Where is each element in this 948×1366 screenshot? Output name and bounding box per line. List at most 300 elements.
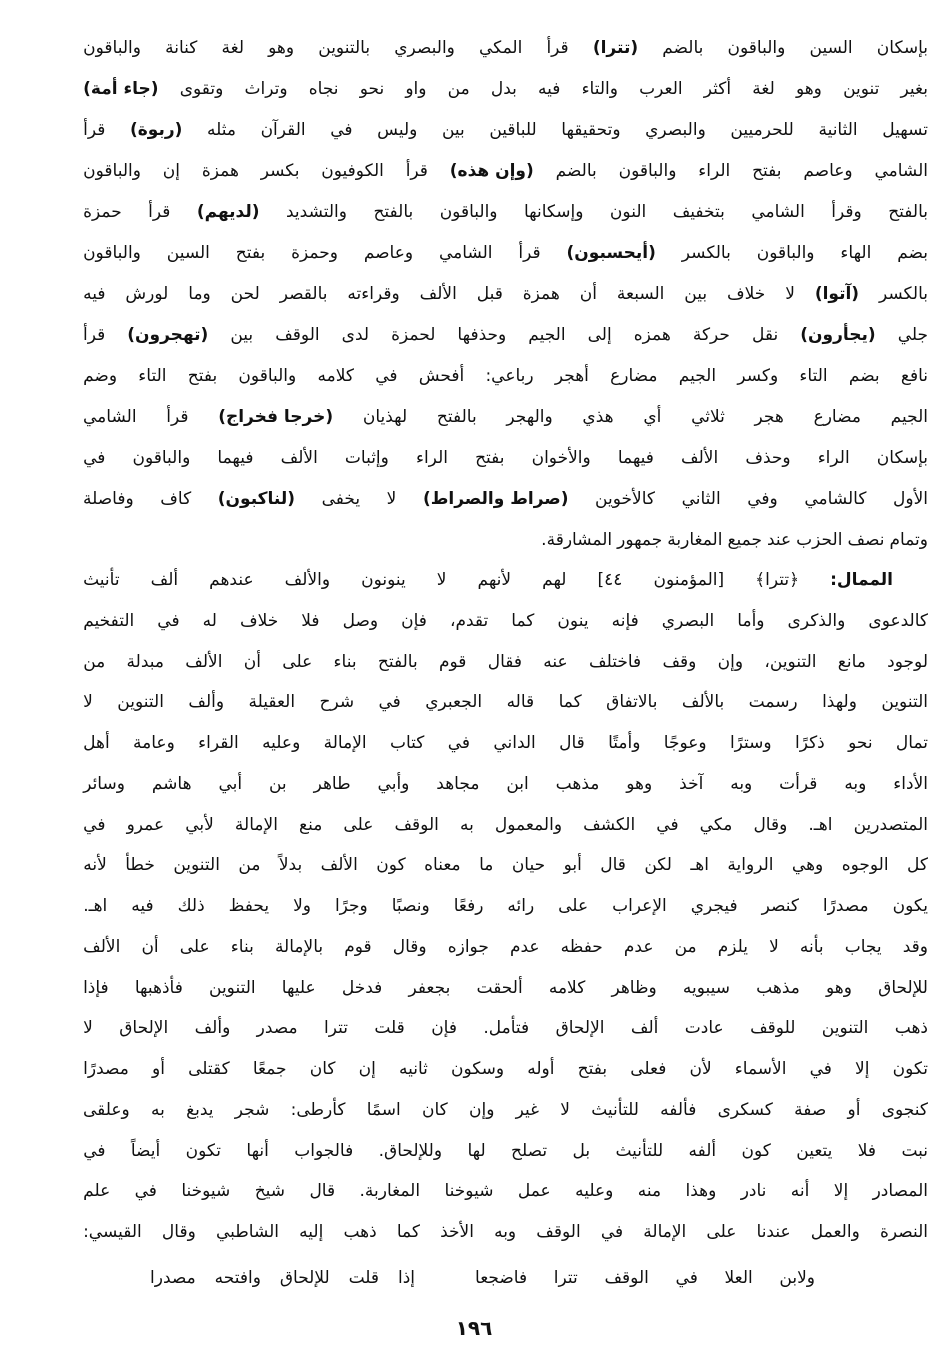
- text-line: [83, 1136, 928, 1166]
- word: تكون: [892, 1059, 928, 1079]
- word: بالاتفاق: [606, 692, 658, 713]
- word: المكي: [479, 38, 523, 58]
- word: السين: [166, 243, 210, 263]
- word: نبت: [901, 1140, 928, 1161]
- word: بإسكان: [876, 448, 928, 468]
- word: كقتلى: [188, 1059, 230, 1079]
- text-line: [83, 850, 928, 880]
- word: على: [706, 1222, 737, 1242]
- word: على: [343, 814, 374, 835]
- word: كأرطى:: [290, 1099, 346, 1120]
- word: قوم: [438, 651, 467, 672]
- word: لا: [785, 284, 795, 304]
- word: بفتح: [235, 243, 266, 263]
- word: عدم: [509, 936, 540, 957]
- word: بالتنوين: [318, 38, 371, 58]
- word: وقراءته: [347, 284, 400, 304]
- word: من: [83, 651, 106, 672]
- word: وتحقيقها: [561, 120, 621, 140]
- word: مذهب: [756, 977, 800, 998]
- text-line: [83, 810, 928, 840]
- word: بن: [268, 773, 287, 794]
- word: فلا: [301, 610, 320, 631]
- word: كما: [558, 692, 582, 713]
- word: له: [202, 610, 217, 631]
- word: والبصري: [394, 38, 455, 58]
- word: تكون: [185, 1140, 222, 1161]
- word: العقيلة: [248, 692, 296, 713]
- word: لأنه: [83, 855, 107, 876]
- word: الألف: [83, 936, 121, 957]
- word: اهـ.: [83, 896, 108, 916]
- word: بتخفيف: [672, 202, 725, 222]
- highlighted-word: (لناكبون): [217, 489, 296, 509]
- word: وألف: [188, 692, 225, 713]
- verse-word: في: [675, 1268, 698, 1288]
- word: ولا: [293, 896, 311, 916]
- word: أهل: [83, 733, 110, 753]
- word: الوقف: [536, 1222, 581, 1242]
- word: ٤٤]: [597, 570, 623, 590]
- word: تمال: [895, 733, 928, 753]
- word: وليس: [377, 120, 418, 140]
- word: مذهب: [555, 773, 600, 794]
- word: وهو: [626, 773, 653, 794]
- text-line: [83, 687, 928, 717]
- word: أبو: [563, 855, 582, 876]
- word: وقال: [161, 1222, 196, 1242]
- word: فيه: [131, 896, 154, 916]
- word: جمهور: [617, 530, 663, 550]
- text-line: [83, 728, 928, 758]
- word: قال: [600, 855, 626, 876]
- word: المغاربة.: [359, 1181, 421, 1202]
- word: من: [238, 855, 261, 876]
- word: كان: [309, 1059, 336, 1079]
- highlighted-word: (لديهم): [196, 202, 260, 222]
- word: والعمل: [810, 1222, 860, 1242]
- word: كالأخوين: [595, 489, 655, 509]
- word: بالقصر: [279, 284, 328, 304]
- word: والباقون: [238, 366, 297, 386]
- word: لأنهم: [477, 570, 512, 590]
- word: ألف: [630, 1018, 659, 1039]
- word: مضارع: [610, 366, 658, 386]
- word: والأخوان: [531, 448, 591, 468]
- word: لأبي: [185, 814, 214, 835]
- word: الشامي: [438, 243, 493, 263]
- word: بالإمالة: [274, 936, 324, 957]
- word: الرواية: [727, 855, 774, 876]
- word: أبي: [218, 773, 243, 794]
- word: في: [157, 610, 180, 631]
- word: جوازه: [447, 936, 489, 957]
- word: في: [600, 1222, 624, 1242]
- word: يكون: [892, 896, 928, 916]
- word: حركة: [692, 325, 730, 345]
- word: كتاب: [389, 733, 425, 753]
- verse-word: للإلحاق: [279, 1268, 330, 1288]
- word: أوله: [527, 1059, 555, 1079]
- word: وما: [188, 284, 211, 304]
- word: وسكون: [451, 1059, 505, 1079]
- word: وكسر: [737, 366, 779, 386]
- word: الإمالة: [323, 733, 367, 753]
- word: والذكرى: [787, 610, 846, 631]
- text-line: [83, 973, 928, 1003]
- word: الوقف: [394, 814, 439, 835]
- word: لأن: [689, 1059, 712, 1079]
- word: الكوفيون: [321, 161, 384, 181]
- verse-first-hemistich: [475, 1263, 815, 1293]
- word: الهاء: [840, 243, 872, 263]
- word: حمزة: [83, 202, 122, 222]
- word: وألف: [194, 1018, 231, 1039]
- word: بين: [441, 120, 465, 140]
- word: البصري: [661, 610, 715, 631]
- word: التنوين: [117, 692, 164, 713]
- word: وعلقى: [83, 1099, 130, 1120]
- word: معناه: [424, 855, 461, 876]
- word: والبصري: [645, 120, 706, 140]
- word: يلزم: [717, 936, 748, 957]
- word: والباقون: [756, 243, 815, 263]
- word: الأداء: [893, 773, 928, 794]
- word: المصادر: [872, 1181, 928, 1202]
- word: الألف: [280, 448, 318, 468]
- word: جمعًا: [252, 1059, 287, 1079]
- word: التنوين: [881, 692, 928, 713]
- word: وفي: [747, 489, 778, 509]
- word: كاف: [160, 489, 192, 509]
- text-line: [83, 33, 928, 63]
- text-line: [83, 443, 928, 473]
- word: مجاهد: [436, 773, 480, 794]
- word: لغة: [221, 38, 244, 58]
- word: وقال: [753, 814, 788, 835]
- word: كان: [421, 1099, 448, 1120]
- word: والهجر: [506, 407, 553, 427]
- verse-word: العلا: [724, 1268, 753, 1288]
- text-line: [83, 606, 928, 636]
- word: كلامه: [317, 366, 354, 386]
- word: والباقون: [83, 243, 141, 263]
- word: الحزب: [796, 530, 843, 550]
- word: عندنا: [756, 1222, 791, 1242]
- word: فلا: [857, 1140, 877, 1161]
- word: وقف: [662, 651, 697, 672]
- word: إن: [358, 1059, 376, 1079]
- word: وهو: [795, 79, 822, 99]
- word: بفتح: [475, 448, 505, 468]
- word: هجر: [754, 407, 784, 427]
- word: لورش: [125, 284, 169, 304]
- text-line: [83, 484, 928, 514]
- word: قبل: [476, 284, 503, 304]
- text-line: [83, 525, 928, 555]
- word: فيه: [83, 284, 106, 304]
- highlighted-word: (جاء أمة): [83, 79, 159, 99]
- word: بغير: [900, 79, 928, 99]
- word: مصدرًا: [83, 1059, 129, 1079]
- word: مبدلة: [126, 651, 164, 672]
- word: الوقف: [275, 325, 320, 345]
- word: لغة: [752, 79, 775, 99]
- word: وتراث: [244, 79, 288, 99]
- text-line: [83, 320, 928, 350]
- word: والباقون: [83, 161, 141, 181]
- word: شيوخنا: [444, 1181, 494, 1202]
- word: همزة: [201, 161, 239, 181]
- text-line: [83, 361, 928, 391]
- word: مصدرًا: [822, 896, 869, 916]
- word: وقرأ: [831, 202, 862, 222]
- word: وعاصم: [803, 161, 853, 181]
- word: ذهب: [343, 1222, 377, 1242]
- word: وأبي: [377, 773, 410, 794]
- word: نصف: [847, 530, 885, 550]
- word: شيخ: [254, 1181, 286, 1202]
- word: فيجري: [690, 896, 738, 916]
- word: والباقون: [439, 202, 498, 222]
- word: أن: [579, 284, 597, 304]
- word: للتأنيث: [615, 1140, 664, 1161]
- word: من: [447, 79, 470, 99]
- text-line: [83, 402, 928, 432]
- word: في: [330, 120, 353, 140]
- word: الداني: [493, 733, 536, 753]
- word: كالدعوى: [868, 610, 928, 631]
- word: به: [459, 814, 474, 835]
- word: خلاف: [239, 610, 279, 631]
- word: وتقوى: [179, 79, 224, 99]
- word: كل: [907, 855, 928, 876]
- word: مانع: [837, 651, 866, 672]
- page-number: ١٩٦: [455, 1316, 493, 1340]
- highlighted-word: الممال:: [830, 570, 893, 590]
- word: وبه: [730, 773, 753, 794]
- word: المتصدرين: [853, 814, 928, 835]
- word: جلي: [897, 325, 928, 345]
- text-line: [83, 279, 928, 309]
- word: أو: [152, 1059, 165, 1079]
- word: المشارقة.: [541, 530, 613, 550]
- word: قرأت: [779, 773, 818, 794]
- word: واو: [405, 79, 427, 99]
- word: اهـ.: [808, 814, 833, 835]
- verse-word: إذا: [397, 1268, 415, 1288]
- word: بدلاً: [278, 855, 303, 876]
- word: مثله: [206, 120, 236, 140]
- word: ثانيه: [398, 1059, 428, 1079]
- word: في: [809, 1059, 832, 1079]
- word: القراء: [198, 733, 239, 753]
- word: أكثر: [703, 79, 732, 99]
- word: الإعراب: [612, 896, 667, 916]
- word: فإن: [431, 1018, 457, 1039]
- word: فإذا: [83, 977, 109, 998]
- word: قرأ: [518, 243, 541, 263]
- word: قرأ: [405, 161, 428, 181]
- word: وبه: [494, 1222, 517, 1242]
- word: فدخل: [341, 977, 383, 998]
- text-line: [83, 1176, 928, 1206]
- word: في: [375, 366, 398, 386]
- verse-word: ولابن: [779, 1268, 815, 1288]
- highlighted-word: (صراط والصراط): [422, 489, 569, 509]
- word: تنوين: [843, 79, 880, 99]
- word: منه: [637, 1181, 662, 1202]
- word: قرأ: [83, 120, 106, 140]
- word: ولهذا: [822, 692, 857, 713]
- word: الشامي: [83, 407, 137, 427]
- word: والباقون: [618, 161, 677, 181]
- word: وأما: [737, 610, 765, 631]
- word: في: [378, 692, 401, 713]
- word: فعلى: [630, 1059, 667, 1079]
- word: عادت: [684, 1018, 724, 1039]
- word: أيضاً: [130, 1140, 161, 1161]
- word: فيهما: [617, 448, 654, 468]
- word: للتأنيث: [591, 1099, 639, 1120]
- word: وعليه: [262, 733, 301, 753]
- word: بالفتح: [436, 407, 477, 427]
- word: ينون: [557, 610, 589, 631]
- word: بالفتح: [373, 202, 414, 222]
- word: الأسماء: [734, 1059, 787, 1079]
- word: كنانة: [165, 38, 198, 58]
- word: لا: [83, 1018, 93, 1039]
- word: كما: [511, 610, 535, 631]
- word: بالفتح: [888, 202, 928, 222]
- word: فتأمل.: [483, 1018, 530, 1039]
- word: نافع: [900, 366, 928, 386]
- word: الشاطبي: [215, 1222, 280, 1242]
- word: والباقون: [83, 38, 141, 58]
- word: بناء: [333, 651, 357, 672]
- word: أن: [141, 936, 159, 957]
- word: وعاصم: [363, 243, 414, 263]
- word: عند: [766, 530, 792, 550]
- word: تأنيث: [83, 570, 120, 590]
- word: قال: [559, 733, 585, 753]
- highlighted-word: (ربوة): [129, 120, 183, 140]
- verse-word: قلت: [348, 1268, 380, 1288]
- word: ينونون: [361, 570, 406, 590]
- word: نجاه: [308, 79, 339, 99]
- word: شجر: [234, 1099, 270, 1120]
- word: ذهب: [894, 1018, 928, 1039]
- word: وقد: [902, 936, 928, 957]
- word: هذي: [582, 407, 614, 427]
- word: آخذ: [679, 773, 704, 794]
- word: في: [656, 814, 679, 835]
- word: المغاربة: [667, 530, 723, 550]
- word: خطأ: [125, 855, 155, 876]
- word: قوم: [344, 936, 372, 957]
- word: يجاب: [844, 936, 882, 957]
- text-line: [83, 1095, 928, 1125]
- highlighted-word: (وإن هذه): [449, 161, 534, 181]
- word: قرأ: [83, 325, 106, 345]
- verse-word: مصدرا: [150, 1268, 196, 1288]
- word: وأمتًا: [608, 733, 641, 753]
- word: الجيم: [528, 325, 566, 345]
- highlighted-word: (أيحسبون): [566, 243, 656, 263]
- word: ألحقت: [476, 977, 523, 998]
- word: بالضم: [555, 161, 597, 181]
- word: القرآن: [260, 120, 306, 140]
- word: بين: [230, 325, 254, 345]
- word: الجيم: [890, 407, 928, 427]
- word: رسمت: [748, 692, 798, 713]
- word: وفاصلة: [83, 489, 134, 509]
- word: الألف: [681, 448, 719, 468]
- word: السين: [809, 38, 853, 58]
- word: والباقون: [727, 38, 786, 58]
- word: همزة: [522, 284, 560, 304]
- word: في: [83, 448, 106, 468]
- highlighted-word: (آتوا): [814, 284, 860, 304]
- verse-word: تترا: [553, 1268, 578, 1288]
- word: الراء: [415, 448, 448, 468]
- word: عدم: [623, 936, 654, 957]
- word: نحو: [848, 733, 873, 753]
- word: وإثبات: [344, 448, 389, 468]
- word: الراء: [698, 161, 731, 181]
- word: وهو: [268, 38, 295, 58]
- word: بفتح: [187, 366, 218, 386]
- word: لا: [386, 489, 397, 509]
- word: وسائر: [83, 773, 125, 794]
- word: والباقون: [132, 448, 191, 468]
- word: على: [558, 896, 589, 916]
- word: هاشم: [151, 773, 192, 794]
- word: بضم: [848, 366, 880, 386]
- word: كون: [376, 855, 406, 876]
- verse-word: الوقف: [604, 1268, 649, 1288]
- word: في: [83, 814, 106, 835]
- text-line: [83, 1217, 928, 1247]
- word: التنوين: [173, 855, 220, 876]
- word: حفظه: [560, 936, 603, 957]
- word: الإلحاق: [555, 1018, 605, 1039]
- word: طاهر: [313, 773, 351, 794]
- text-line: [83, 115, 928, 145]
- word: وعليه: [575, 1181, 614, 1202]
- word: التاء: [138, 366, 167, 386]
- word: وحذفها: [457, 325, 507, 345]
- word: بين: [684, 284, 708, 304]
- word: القيسي:: [83, 1222, 142, 1242]
- text-line: [83, 932, 928, 962]
- word: الشامي: [874, 161, 928, 181]
- word: للوقف: [750, 1018, 796, 1039]
- text-line: [83, 565, 893, 595]
- word: وحمزة: [291, 243, 338, 263]
- word: والتشديد: [285, 202, 347, 222]
- word: إليه: [299, 1222, 324, 1242]
- verse-second-hemistich: [150, 1263, 415, 1293]
- word: كون: [741, 1140, 771, 1161]
- word: بكسر: [260, 161, 300, 181]
- word: وبه: [844, 773, 867, 794]
- word: بفتح: [752, 161, 782, 181]
- word: السبعة: [616, 284, 665, 304]
- word: ونصبًا: [391, 896, 430, 916]
- word: وإن: [717, 651, 744, 672]
- word: ذكرًا: [794, 733, 825, 753]
